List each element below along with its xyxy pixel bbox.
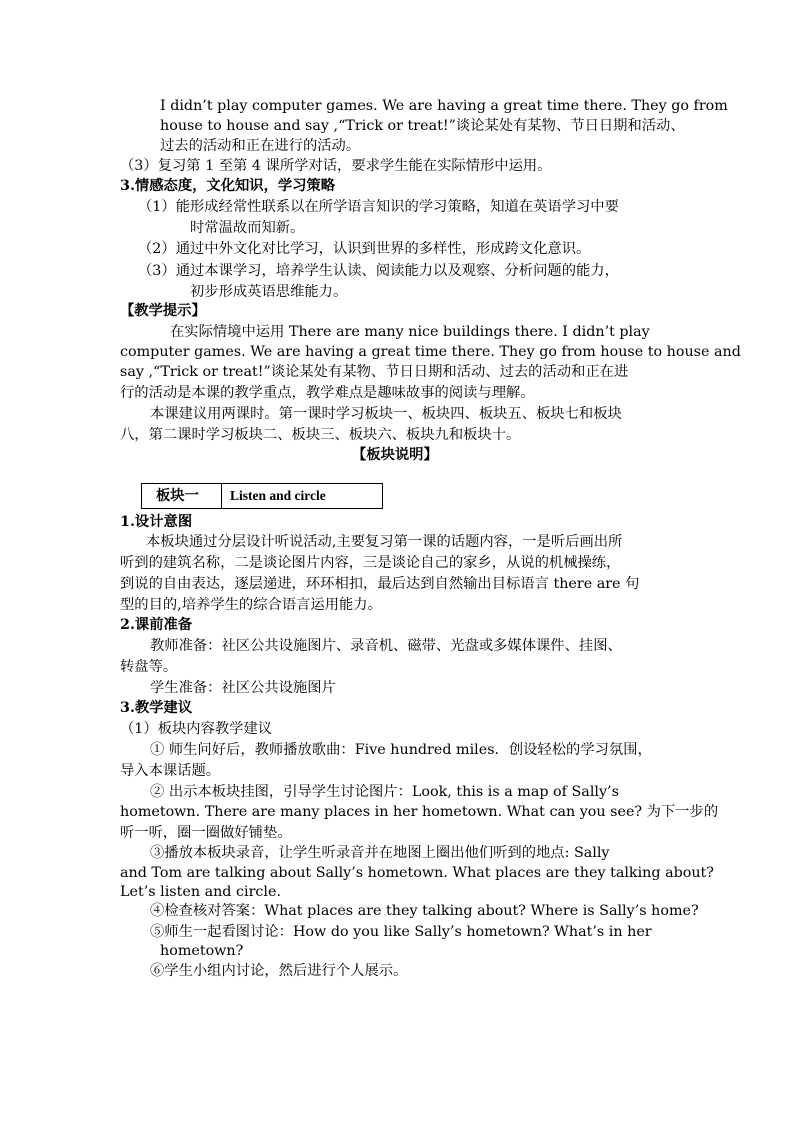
text-line: ③播放本板块录音，让学生听录音并在地图上圈出他们听到的地点: Sally: [150, 845, 610, 861]
text-line: Let’s listen and circle.: [120, 884, 281, 900]
text-line: ② 出示本板块挂图，引导学生讨论图片：Look, this is a map of Sally’s: [150, 784, 619, 800]
text-line: hometown?: [160, 943, 244, 959]
text-line: （1）板块内容教学建议: [120, 721, 273, 737]
text-line: 到说的自由表达，逐层递进，环环相扣，最后达到自然输出目标语言 there are 句: [120, 576, 640, 592]
text-line: computer games. We are having a great time there. They go from house to house and: [120, 344, 741, 360]
text-line: 在实际情境中运用 There are many nice buildings there. I didn’t play: [170, 324, 650, 340]
text-line: and Tom are talking about Sally’s hometown. What places are they talking about?: [120, 865, 714, 881]
text-line: ① 师生问好后，教师播放歌曲：Five hundred miles．创设轻松的学习氛围，: [150, 742, 652, 758]
text-line: 初步形成英语思维能力。: [190, 284, 348, 300]
text-line: 本课建议用两课时。第一课时学习板块一、板块四、板块五、板块七和板块: [150, 406, 622, 422]
text-line: 本板块通过分层设计听说活动,主要复习第一课的话题内容，一是听后画出所: [146, 534, 623, 550]
text-line: 行的活动是本课的教学重点，教学难点是趣味故事的阅读与理解。: [120, 385, 535, 401]
section-heading: 3.情感态度，文化知识，学习策略: [120, 178, 336, 194]
text-line: 听到的建筑名称，二是谈论图片内容，三是谈论自己的家乡，从说的机械操练，: [120, 555, 621, 571]
text-line: 学生准备：社区公共设施图片: [150, 680, 336, 696]
text-line: 导入本课话题。: [120, 763, 221, 779]
text-line: 教师准备：社区公共设施图片、录音机、磁带、光盘或多媒体课件、挂图、: [150, 638, 622, 654]
text-line: 时常温故而知新。: [190, 220, 305, 236]
section-heading: 2.课前准备: [120, 617, 193, 633]
text-line: ⑤师生一起看图讨论：How do you like Sally’s hometown? What’s in her: [150, 924, 652, 940]
text-line: （1）能形成经常性联系以在所学语言知识的学习策略，知道在英语学习中要: [138, 199, 619, 215]
section-heading: 1.设计意图: [120, 514, 193, 530]
text-line: I didn’t play computer games. We are having a great time there. They go from: [160, 98, 728, 114]
section-heading: 【教学提示】: [120, 303, 206, 319]
text-line: house to house and say ,“Trick or treat!”谈论某处有某物、节日日期和活动、: [160, 118, 685, 134]
text-line: say ,“Trick or treat!”谈论某处有某物、节日日期和活动、过去的活动和正在进: [120, 364, 629, 380]
text-line: 听一听，圈一圈做好铺垫。: [120, 825, 292, 841]
module-table-cell-name: 板块一: [142, 484, 222, 508]
text-line: 八，第二课时学习板块二、板块三、板块六、板块九和板块十。: [120, 427, 521, 443]
text-line: （2）通过中外文化对比学习，认识到世界的多样性，形成跨文化意识。: [138, 241, 591, 257]
text-line: 转盘等。: [120, 659, 178, 675]
text-line: hometown. There are many places in her hometown. What can you see? 为下一步的: [120, 804, 719, 820]
text-line: ⑥学生小组内讨论，然后进行个人展示。: [150, 963, 408, 979]
section-heading: 3.教学建议: [120, 700, 193, 716]
module-table: [141, 483, 383, 509]
text-line: ④检查核对答案：What places are they talking about? Where is Sally’s home?: [150, 903, 699, 919]
section-heading: 【板块说明】: [352, 447, 438, 463]
text-line: （3）复习第 1 至第 4 课所学对话，要求学生能在实际情形中运用。: [120, 158, 552, 174]
text-line: 过去的活动和正在进行的活动。: [160, 138, 361, 154]
module-table-cell-title: Listen and circle: [230, 488, 326, 503]
text-line: 型的目的,培养学生的综合语言运用能力。: [120, 597, 382, 613]
text-line: （3）通过本课学习，培养学生认读、阅读能力以及观察、分析问题的能力，: [138, 263, 619, 279]
